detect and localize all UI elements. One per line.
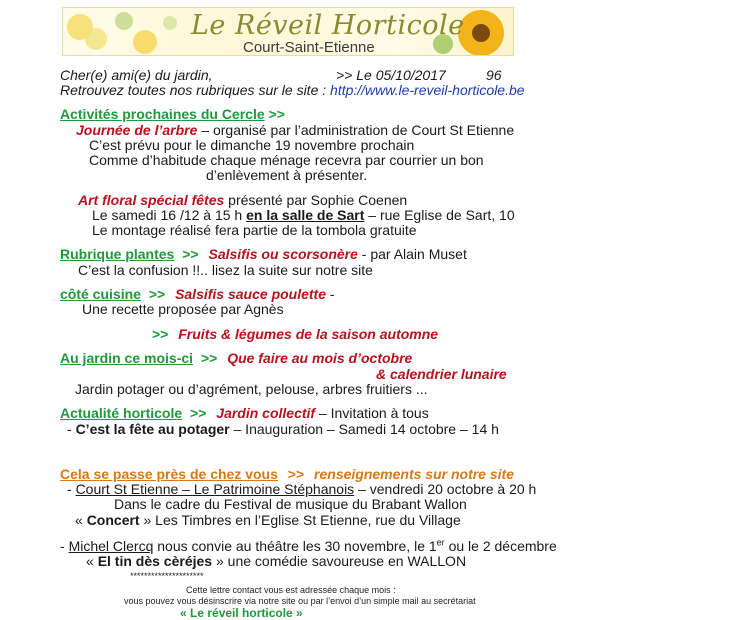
michel-text: nous convie au théâtre les 30 novembre, le 1: [153, 538, 437, 554]
section-cela: [60, 466, 514, 482]
jardin-title: Que faire au mois d’octobre: [227, 350, 413, 366]
fete-text: – Inauguration – Samedi 14 octobre – 14 h: [229, 421, 499, 437]
activites-arrows: >>: [268, 106, 285, 122]
cela-heading[interactable]: Cela se passe près de chez vous: [60, 466, 278, 482]
michel-dash: -: [60, 538, 69, 554]
footer-line-2: vous pouvez vous désinscrire via notre site ou par l’envoi d’un simple mail au secrétariat: [124, 596, 476, 606]
journee-line: [76, 122, 514, 138]
website-text: Retrouvez toutes nos rubriques sur le site :: [60, 82, 331, 98]
journee-text: – organisé par l’administration de Court St Etienne: [197, 122, 515, 138]
stars-divider: *********************: [130, 571, 204, 581]
fruits-arrows: >>: [152, 326, 169, 342]
issue-number: 96: [486, 67, 502, 83]
art-floral-title: Art floral spécial fêtes: [78, 192, 225, 208]
art-floral-address: – rue Eglise de Sart, 10: [364, 207, 515, 223]
banner-logo: [62, 7, 514, 56]
cuisine-text: Une recette proposée par Agnès: [82, 301, 284, 317]
journee-line-4: d’enlèvement à présenter.: [206, 167, 368, 183]
plantes-text: C’est la confusion !!.. lisez la suite sur notre site: [78, 262, 373, 278]
plantes-heading[interactable]: Rubrique plantes: [60, 246, 175, 262]
footer-line-1: Cette lettre contact vous est adressée chaque mois :: [186, 585, 396, 595]
cuisine-title: Salsifis sauce poulette: [175, 286, 327, 302]
fruits-line: [152, 326, 438, 342]
fruits-title: Fruits & légumes de la saison automne: [178, 326, 439, 342]
jardin-heading[interactable]: Au jardin ce mois-ci: [60, 350, 194, 366]
actualite-title: Jardin collectif: [216, 405, 316, 421]
jardin-text: Jardin potager ou d’agrément, pelouse, arbres fruitiers ...: [75, 381, 428, 397]
plantes-arrows: >>: [182, 246, 199, 262]
concert-quote: «: [75, 512, 87, 528]
art-floral-text: présenté par Sophie Coenen: [224, 192, 408, 208]
cuisine-arrows: >>: [148, 286, 166, 302]
art-floral-line-2: [92, 207, 515, 223]
actualite-arrows: >>: [190, 405, 207, 421]
section-jardin: [60, 350, 412, 366]
banner-subtitle: Court-Saint-Etienne: [243, 39, 375, 56]
tin-title: El tin dès cèréjes: [97, 553, 213, 569]
art-floral-date: Le samedi 16 /12 à 15 h: [92, 207, 247, 223]
cuisine-heading[interactable]: côté cuisine: [60, 286, 141, 302]
website-link[interactable]: http://www.le-reveil-horticole.be: [330, 82, 525, 98]
art-floral-line-3: Le montage réalisé fera partie de la tombola gratuite: [92, 222, 417, 238]
michel-sup: er: [436, 537, 445, 548]
court-line-2: Dans le cadre du Festival de musique du Brabant Wallon: [114, 496, 467, 512]
fete-title: C’est la fête au potager: [75, 421, 230, 437]
website-line: [60, 82, 525, 98]
plantes-author: - par Alain Muset: [357, 246, 467, 262]
cela-title: renseignements sur notre site: [314, 466, 514, 482]
section-cuisine: [60, 286, 335, 302]
concert-line: [75, 512, 461, 528]
footer-line-3: « Le réveil horticole »: [180, 606, 303, 620]
jardin-title-2: & calendrier lunaire: [376, 366, 507, 382]
jardin-arrows: >>: [200, 350, 218, 366]
tin-text: » une comédie savoureuse en WALLON: [212, 553, 467, 569]
michel-text-2: ou le 2 décembre: [444, 538, 557, 554]
court-link[interactable]: Court St Etienne – Le Patrimoine Stéphanois: [75, 481, 355, 497]
fete-line: [67, 421, 499, 437]
tin-line: [86, 553, 466, 569]
court-dash: -: [67, 481, 76, 497]
court-line: [67, 481, 536, 497]
michel-line: [60, 538, 557, 554]
court-text: – vendredi 20 octobre à 20 h: [354, 481, 537, 497]
concert-title: Concert: [86, 512, 140, 528]
section-actualite: [60, 405, 429, 421]
section-plantes: [60, 246, 467, 262]
section-activites: [60, 106, 285, 122]
banner-title: Le Réveil Horticole: [191, 10, 465, 41]
actualite-text: – Invitation à tous: [315, 405, 429, 421]
concert-text: » Les Timbres en l’Eglise St Etienne, rue du Village: [139, 512, 461, 528]
cuisine-dash: -: [326, 286, 335, 302]
issue-date: >> Le 05/10/2017: [336, 67, 446, 83]
fete-dash: -: [67, 421, 76, 437]
tin-quote: «: [86, 553, 98, 569]
activites-heading[interactable]: Activités prochaines du Cercle: [60, 106, 265, 122]
plantes-title: Salsifis ou scorsonère: [208, 246, 358, 262]
journee-line-2: C’est prévu pour le dimanche 19 novembre prochain: [89, 137, 415, 153]
journee-title: Journée de l’arbre: [76, 122, 198, 138]
journee-line-3: Comme d’habitude chaque ménage recevra par courrier un bon: [89, 152, 484, 168]
art-floral-line: [78, 192, 407, 208]
michel-link[interactable]: Michel Clercq: [68, 538, 154, 554]
greeting: Cher(e) ami(e) du jardin,: [60, 67, 213, 83]
art-floral-venue: en la salle de Sart: [246, 207, 365, 223]
actualite-heading[interactable]: Actualité horticole: [60, 405, 183, 421]
cela-arrows: >>: [287, 466, 305, 482]
